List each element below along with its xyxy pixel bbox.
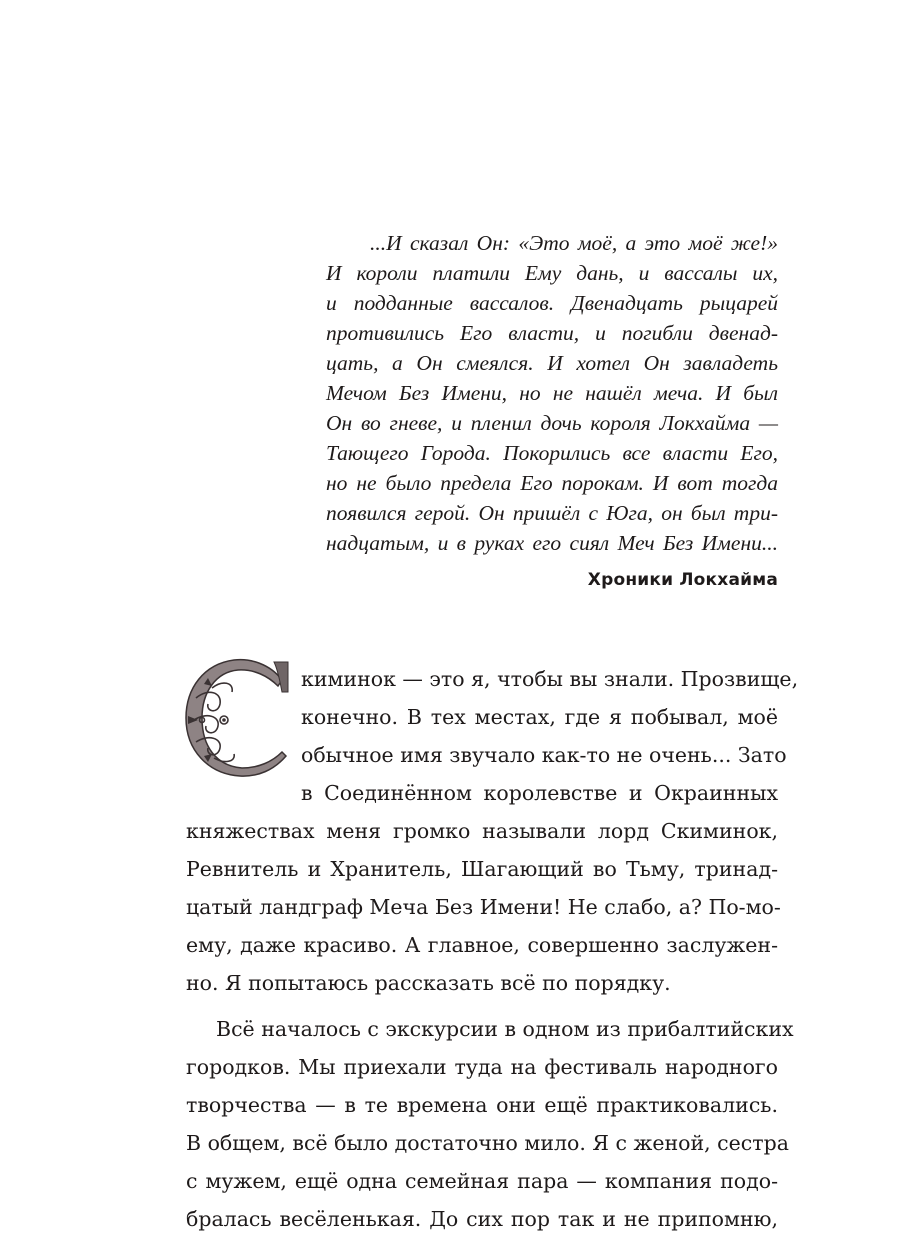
body-line: с мужем, ещё одна семейная пара — компания подо- xyxy=(186,1169,778,1193)
epigraph xyxy=(326,228,778,590)
body-line: киминок — это я, чтобы вы знали. Прозвище, xyxy=(301,667,799,691)
epigraph-line: появился герой. Он пришёл с Юга, он был три- xyxy=(326,501,778,525)
epigraph-line: противились Его власти, и погибли двенад- xyxy=(326,321,778,345)
body-line: Ревнитель и Хранитель, Шагающий во Тьму, тринад- xyxy=(186,857,778,881)
epigraph-line: Мечом Без Имени, но не нашёл меча. И был xyxy=(326,381,778,405)
epigraph-line: надцатым, и в руках его сиял Меч Без Имени... xyxy=(326,531,778,555)
body-line: Всё началось с экскурсии в одном из прибалтийских xyxy=(216,1017,794,1041)
body-line: но. Я попытаюсь рассказать всё по порядку. xyxy=(186,971,671,995)
body-line: бралась весёленькая. До сих пор так и не припомню, xyxy=(186,1207,778,1231)
body-line: в Соединённом королевстве и Окраинных xyxy=(301,781,778,805)
epigraph-line: Он во гневе, и пленил дочь короля Локхайма — xyxy=(326,411,778,435)
epigraph-source: Хроники Локхайма xyxy=(587,570,778,590)
epigraph-line: но не было предела Его порокам. И вот тогда xyxy=(326,471,778,495)
epigraph-line: И короли платили Ему дань, и вассалы их, xyxy=(326,261,778,285)
body-text xyxy=(186,660,799,1238)
body-line: В общем, всё было достаточно мило. Я с женой, сестра xyxy=(186,1131,789,1155)
body-line: конечно. В тех местах, где я побывал, моё xyxy=(301,705,778,729)
body-line: княжествах меня громко называли лорд Скиминок, xyxy=(186,819,778,843)
epigraph-line: цать, а Он смеялся. И хотел Он завладеть xyxy=(326,351,778,375)
epigraph-line: ...И сказал Он: «Это моё, а это моё же!» xyxy=(370,231,778,255)
body-line: городков. Мы приехали туда на фестиваль народного xyxy=(186,1055,778,1079)
body-line: творчества — в те времена они ещё практиковались. xyxy=(186,1093,778,1117)
body-line: ему, даже красиво. А главное, совершенно заслужен- xyxy=(186,933,778,957)
epigraph-line: Тающего Города. Покорились все власти Его, xyxy=(326,441,778,465)
epigraph-line: и подданные вассалов. Двенадцать рыцарей xyxy=(326,291,778,315)
body-line: обычное имя звучало как-то не очень... Зато xyxy=(301,743,787,767)
body-line: цатый ландграф Меча Без Имени! Не слабо, а? По-мо- xyxy=(186,895,781,919)
